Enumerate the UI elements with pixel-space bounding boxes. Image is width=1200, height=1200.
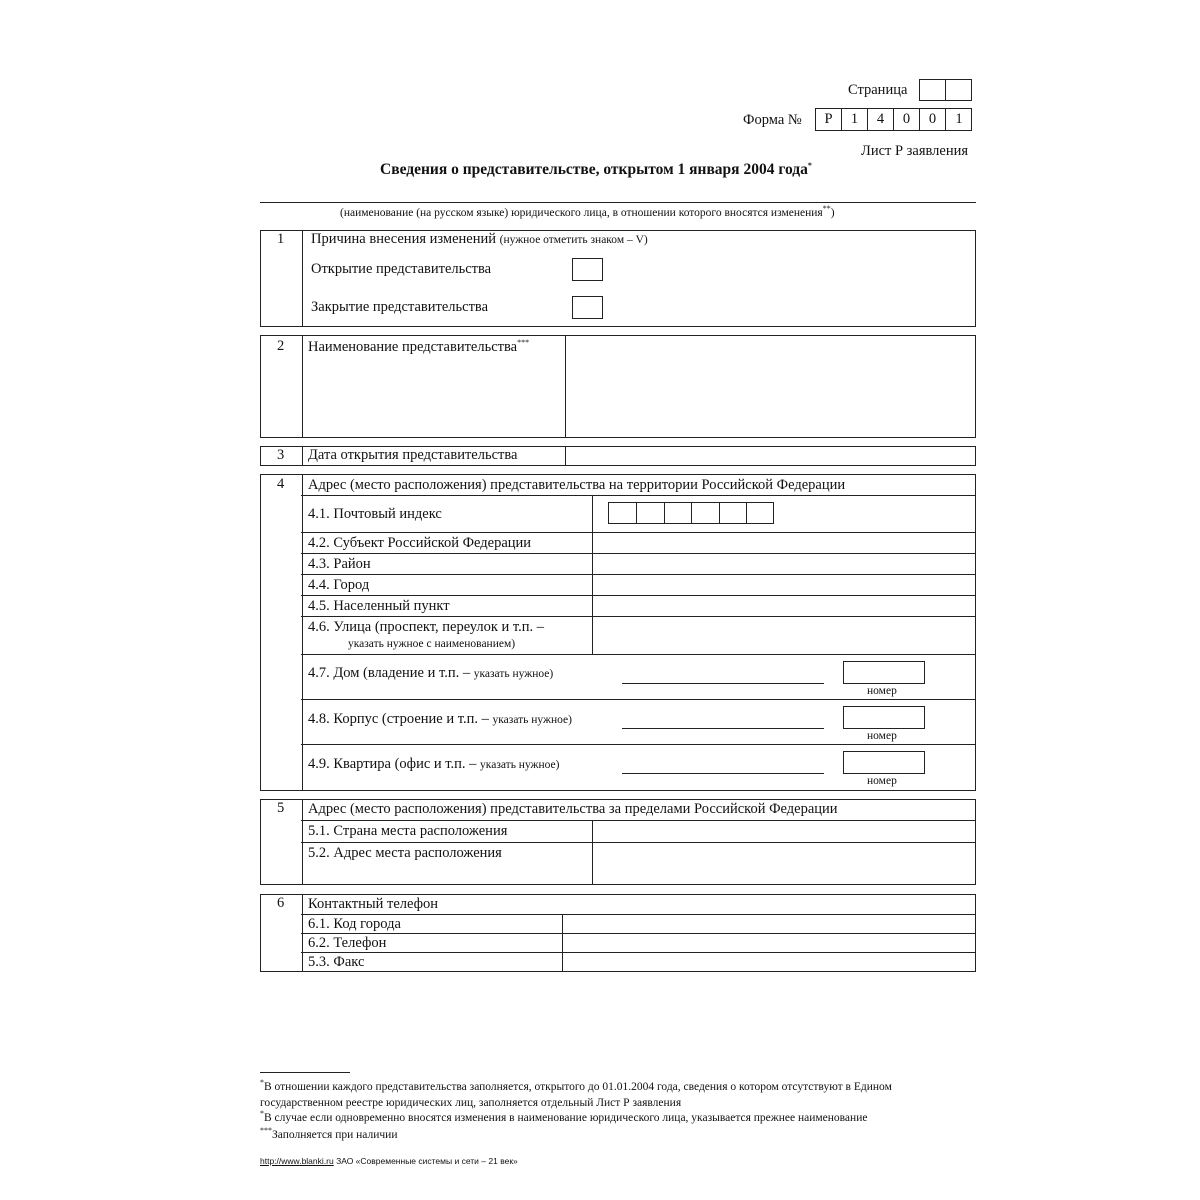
row-divider bbox=[301, 654, 976, 655]
page-number-divider bbox=[945, 80, 946, 100]
footnote-1-line-2: государственном реестре юридических лиц, заполняется отдельный Лист Р заявления bbox=[260, 1096, 682, 1109]
row-divider bbox=[301, 699, 976, 700]
row-divider bbox=[301, 532, 976, 533]
footnote-3 bbox=[260, 1126, 397, 1141]
country-field[interactable] bbox=[594, 822, 974, 841]
area-code-field[interactable] bbox=[564, 915, 974, 932]
district-label: 4.3. Район bbox=[308, 556, 371, 572]
street-field[interactable] bbox=[594, 618, 974, 653]
form-number-label: Форма № bbox=[743, 112, 802, 128]
label-value-divider bbox=[562, 914, 563, 971]
section-number-divider bbox=[302, 447, 303, 465]
footer bbox=[260, 1156, 518, 1166]
cell-divider bbox=[746, 503, 747, 523]
legal-name-caption-end: ) bbox=[830, 206, 835, 219]
foreign-address-field[interactable] bbox=[594, 844, 974, 884]
footer-company: ЗАО «Современные системы и сети – 21 век» bbox=[336, 1156, 518, 1166]
building-number-caption: номер bbox=[867, 730, 897, 742]
locality-field[interactable] bbox=[594, 597, 974, 615]
section-1-title-text: Причина внесения изменений bbox=[311, 231, 496, 247]
phone-field[interactable] bbox=[564, 934, 974, 951]
section-5-title: Адрес (место расположения) представительства за пределами Российской Федерации bbox=[308, 801, 838, 817]
page-title bbox=[380, 161, 812, 179]
section-2-title-mark: *** bbox=[517, 338, 530, 347]
footnote-1-line-1: В отношении каждого представительства заполняется, открытого до 01.01.2004 года, сведения о котором отсутствуют в Едином bbox=[264, 1080, 892, 1093]
section-4-number: 4 bbox=[277, 476, 285, 492]
house-label bbox=[308, 665, 553, 682]
section-5-number: 5 bbox=[277, 800, 285, 816]
row-divider bbox=[301, 495, 976, 496]
form-digit: 1 bbox=[955, 111, 963, 127]
section-2-number: 2 bbox=[277, 338, 285, 354]
footnote-2 bbox=[260, 1109, 867, 1124]
page-number-box[interactable] bbox=[919, 79, 972, 101]
house-type-line[interactable] bbox=[622, 683, 824, 684]
city-label: 4.4. Город bbox=[308, 577, 370, 593]
street-note: указать нужное с наименованием) bbox=[348, 638, 516, 650]
district-field[interactable] bbox=[594, 555, 974, 573]
form-digit: 0 bbox=[920, 109, 946, 130]
country-label: 5.1. Страна места расположения bbox=[308, 823, 508, 839]
section-6-title: Контактный телефон bbox=[308, 896, 439, 912]
legal-name-caption-mark: ** bbox=[822, 204, 831, 213]
row-divider bbox=[301, 842, 976, 843]
house-label-text: 4.7. Дом (владение и т.п. – bbox=[308, 665, 471, 681]
fax-label: 5.3. Факс bbox=[308, 954, 365, 970]
building-label-text: 4.8. Корпус (строение и т.п. – bbox=[308, 711, 489, 727]
region-field[interactable] bbox=[594, 534, 974, 552]
footnote-1-mark: * bbox=[260, 1078, 264, 1087]
option-close-label: Закрытие представительства bbox=[311, 299, 489, 315]
section-1-number: 1 bbox=[277, 231, 285, 247]
footnote-3-mark: *** bbox=[260, 1126, 272, 1135]
page-title-text: Сведения о представительстве, открытом 1 января 2004 года bbox=[380, 161, 808, 179]
opening-date-field[interactable] bbox=[566, 447, 974, 465]
legal-name-caption-text: (наименование (на русском языке) юридического лица, в отношении которого вносятся изменения bbox=[340, 206, 823, 219]
city-field[interactable] bbox=[594, 576, 974, 594]
option-open-checkbox[interactable] bbox=[572, 258, 603, 281]
label-value-divider bbox=[592, 820, 593, 884]
apartment-label-note: указать нужное) bbox=[480, 759, 560, 771]
apartment-label-text: 4.9. Квартира (офис и т.п. – bbox=[308, 756, 477, 772]
row-divider bbox=[301, 595, 976, 596]
apartment-number-box[interactable] bbox=[843, 751, 925, 774]
row-divider bbox=[301, 744, 976, 745]
fax-field[interactable] bbox=[564, 953, 974, 970]
form-digit: 1 bbox=[842, 109, 868, 130]
apartment-number-caption: номер bbox=[867, 775, 897, 787]
option-open-label: Открытие представительства bbox=[311, 261, 492, 277]
street-label: 4.6. Улица (проспект, переулок и т.п. – bbox=[308, 619, 545, 635]
building-label-note: указать нужное) bbox=[492, 714, 572, 726]
page-title-mark: * bbox=[807, 161, 812, 170]
row-divider bbox=[301, 553, 976, 554]
row-divider bbox=[301, 574, 976, 575]
form-digit: 0 bbox=[894, 109, 920, 130]
footnote-1 bbox=[260, 1075, 892, 1111]
phone-label: 6.2. Телефон bbox=[308, 935, 387, 951]
postal-code-label: 4.1. Почтовый индекс bbox=[308, 506, 442, 522]
section-number-divider bbox=[302, 231, 303, 326]
representation-name-field[interactable] bbox=[566, 337, 974, 436]
section-1-title bbox=[311, 231, 648, 248]
building-type-line[interactable] bbox=[622, 728, 824, 729]
legal-name-line[interactable] bbox=[260, 202, 976, 203]
form-digit: Р bbox=[816, 109, 842, 130]
label-value-divider bbox=[592, 495, 593, 654]
section-1-title-note: (нужное отметить знаком – V) bbox=[499, 234, 648, 246]
section-number-divider bbox=[302, 475, 303, 790]
building-number-box[interactable] bbox=[843, 706, 925, 729]
postal-code-input[interactable] bbox=[608, 502, 774, 524]
footer-link[interactable]: http://www.blanki.ru bbox=[260, 1156, 334, 1166]
page-label: Страница bbox=[848, 82, 908, 98]
form-number-box bbox=[815, 108, 972, 131]
house-number-caption: номер bbox=[867, 685, 897, 697]
form-digit: 4 bbox=[868, 109, 894, 130]
section-number-divider bbox=[302, 336, 303, 437]
footnote-3-text: Заполняется при наличии bbox=[272, 1128, 398, 1141]
cell-divider bbox=[664, 503, 665, 523]
sheet-label: Лист Р заявления bbox=[861, 143, 969, 159]
area-code-label: 6.1. Код города bbox=[308, 916, 401, 932]
section-2-title bbox=[308, 338, 529, 356]
house-number-box[interactable] bbox=[843, 661, 925, 684]
section-3-title: Дата открытия представительства bbox=[308, 447, 518, 463]
row-divider bbox=[301, 820, 976, 821]
legal-name-caption bbox=[340, 204, 835, 219]
row-divider bbox=[301, 616, 976, 617]
cell-divider bbox=[691, 503, 692, 523]
cell-divider bbox=[719, 503, 720, 523]
footnote-2-text: В случае если одновременно вносятся изменения в наименование юридического лица, указывается прежнее наименование bbox=[264, 1111, 868, 1124]
apartment-type-line[interactable] bbox=[622, 773, 824, 774]
section-6-number: 6 bbox=[277, 895, 285, 911]
option-close-checkbox[interactable] bbox=[572, 296, 603, 319]
house-label-note: указать нужное) bbox=[473, 668, 554, 680]
locality-label: 4.5. Населенный пункт bbox=[308, 598, 450, 614]
foreign-address-label: 5.2. Адрес места расположения bbox=[308, 845, 502, 861]
section-3-number: 3 bbox=[277, 447, 285, 463]
footnote-separator bbox=[260, 1072, 350, 1073]
section-4-title: Адрес (место расположения) представительства на территории Российской Федерации bbox=[308, 477, 846, 493]
apartment-label bbox=[308, 756, 560, 773]
building-label bbox=[308, 711, 572, 728]
section-2-title-text: Наименование представительства bbox=[308, 338, 518, 355]
footnote-2-mark: * bbox=[260, 1109, 264, 1118]
region-label: 4.2. Субъект Российской Федерации bbox=[308, 535, 532, 551]
cell-divider bbox=[636, 503, 637, 523]
